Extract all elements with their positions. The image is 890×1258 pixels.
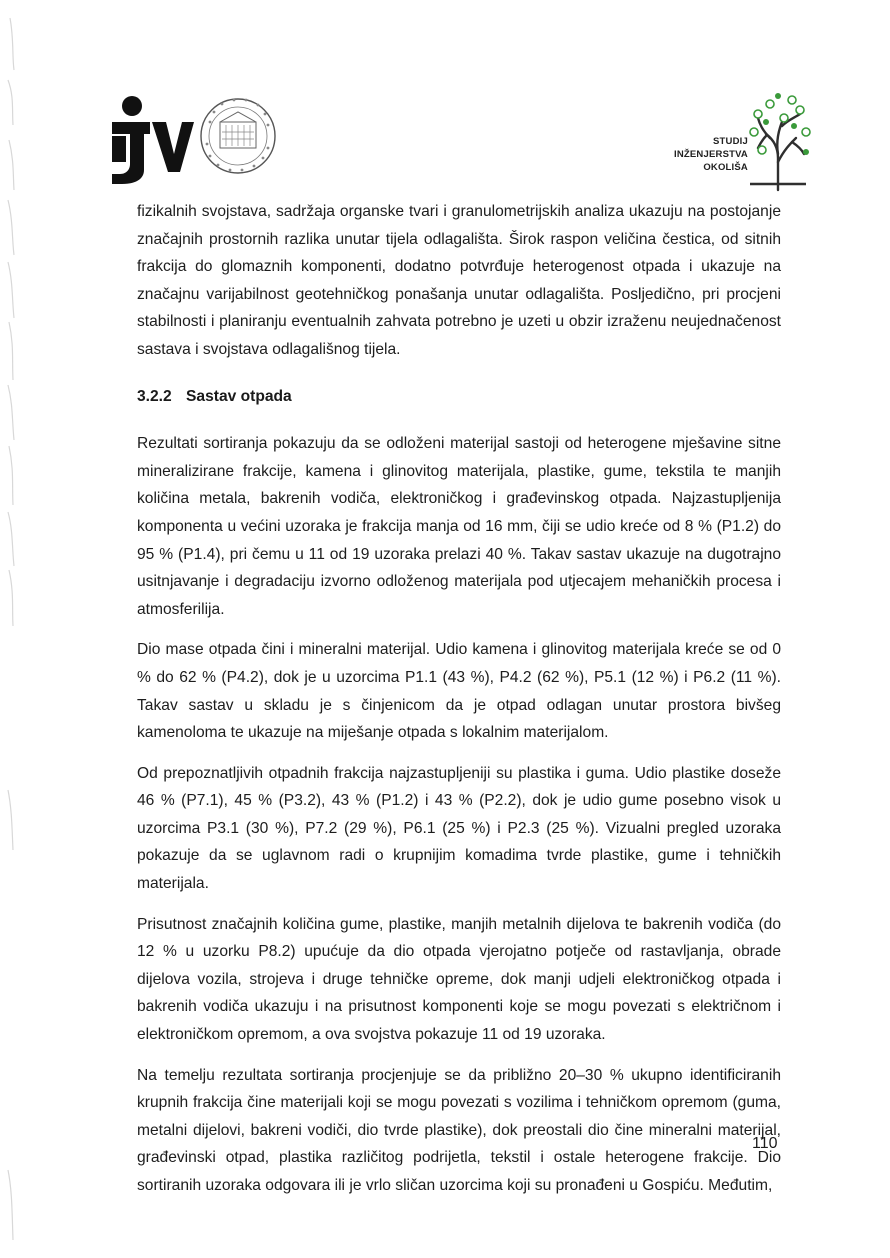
- page-header: [110, 92, 810, 192]
- university-seal-icon: [201, 99, 275, 173]
- study-programme-line-2: INŽENJERSTVA: [673, 149, 748, 160]
- gfv-wordmark-icon: [112, 96, 194, 184]
- study-programme-line-1: STUDIJ: [713, 136, 748, 147]
- study-programme-name: [674, 135, 748, 174]
- scan-edge-marks: [0, 0, 40, 1258]
- body-paragraph-3: Od prepoznatljivih otpadnih frakcija najzastupljeniji su plastika i guma. Udio plastike doseže 46 % (P7.1), 45 % (P3.2), 43 % (P1.2) i 43 % (P2.2), dok je udio gume posebno visok u uzorcima P3.1 (30 %), P7.2 (29 %), P6.1 (25 %) i P2.3 (25 %). Vizualni pregled uzoraka pokazuje da se uglavnom radi o krupnijim komadima tvrde plastike, gume i tehničkih materijala.: [137, 764, 781, 893]
- body-paragraph-5: Na temelju rezultata sortiranja procjenjuje se da približno 20–30 % ukupno identificiranih krupnih frakcija čine materijali koji se mogu povezati s vozilima i tehničkom opremom (guma, metalni dijelovi, bakreni vodiči, dio tvrde plastike), dok preostali dio čine mineralni materijal, građevinski otpad, plastika različitog podrijetla, tekstil i ostale heterogene frakcije. Dio sortiranih uzoraka odgovara ili je vrlo sličan uzorcima koji su pronađeni u Gospiću. Međutim,: [137, 1066, 781, 1194]
- body-paragraph-2: Dio mase otpada čini i mineralni materijal. Udio kamena i glinovitog materijala kreće se od 0 % do 62 % (P4.2), dok je u uzorcima P1.1 (43 %), P4.2 (62 %), P5.1 (12 %) i P6.2 (11 %). Takav sastav u skladu je s činjenicom da je otpad odlagan unutar prostora bivšeg kamenoloma te ukazuje na miješanje otpada s lokalnim materijalom.: [137, 641, 781, 742]
- intro-paragraph: fizikalnih svojstava, sadržaja organske tvari i granulometrijskih analiza ukazuju na postojanje značajnih prostornih razlika unutar tijela odlagališta. Širok raspon veličina čestica, od sitnih frakcija do glomaznih komponenti, dodatno potvrđuje heterogenost otpada i ukazuje na značajnu varijabilnost geotehničkog ponašanja unutar odlagališta. Posljedično, pri procjeni stabilnosti i planiranju eventualnih zahvata potrebno je uzeti u obzir izraženu neujednačenost sastava i svojstava odlagališnog tijela.: [137, 203, 781, 358]
- section-number: 3.2.2: [137, 387, 172, 405]
- body-paragraph-4: Prisutnost značajnih količina gume, plastike, manjih metalnih dijelova te bakrenih vodiča (do 12 % u uzorku P8.2) upućuje da dio otpada vjerojatno potječe od rastavljanja, obrade dijelova vozila, strojeva i druge tehničke opreme, dok manji udjeli elektroničkog otpada i bakrenih vodiča ukazuju i na prisutnost komponenti koje se mogu povezati s električnom i elektroničkom opremom, a ova svojstva pokazuje 11 od 19 uzoraka.: [137, 915, 781, 1044]
- study-programme-line-3: OKOLIŠA: [703, 162, 748, 173]
- section-heading: [137, 383, 781, 411]
- body-paragraph-1: Rezultati sortiranja pokazuju da se odloženi materijal sastoji od heterogene mješavine sitne mineralizirane frakcije, kamena i glinovitog materijala, plastike, gume, tekstila te manjih količina metala, bakrenih vodiča, elektroničkog i građevinskog otpada. Najzastupljenija komponenta u većini uzoraka je frakcija manja od 16 mm, čiji se udio kreće od 8 % (P1.2) do 95 % (P1.4), pri čemu u 11 od 19 uzoraka prelazi 40 %. Takav sastav ukazuje na dugotrajno usitnjavanje i degradaciju izvorno odloženog materijala pod utjecajem mehaničkih procesa i atmosferilija.: [137, 435, 781, 618]
- page-number: 110: [752, 1135, 778, 1152]
- faculty-logo: [110, 92, 280, 184]
- page-body: [137, 198, 781, 1200]
- section-title: Sastav otpada: [186, 387, 292, 405]
